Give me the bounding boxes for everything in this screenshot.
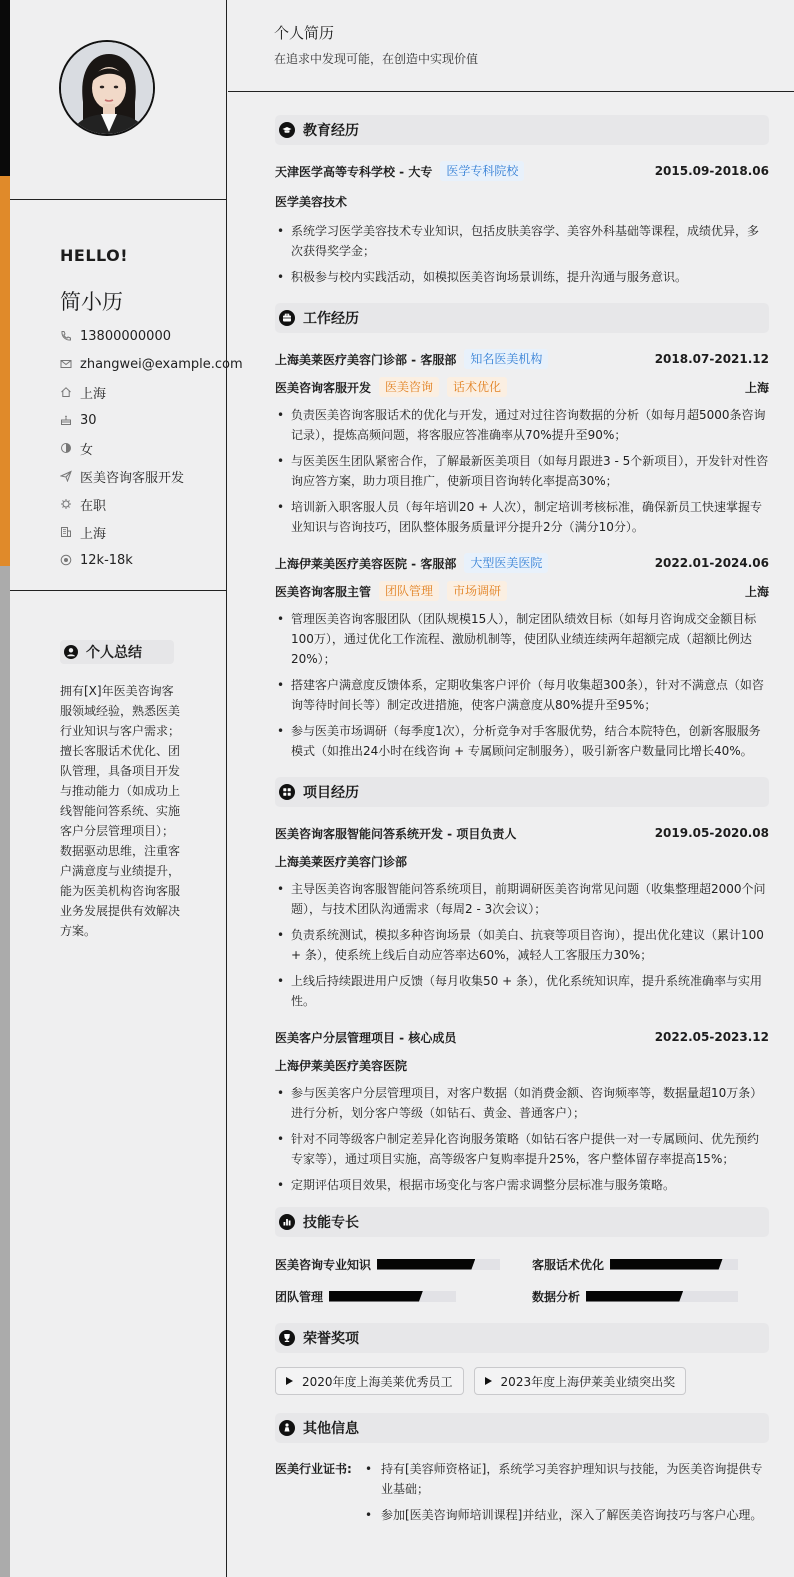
project-entry — [275, 1025, 769, 1195]
summary-heading — [60, 640, 174, 664]
trophy-icon — [279, 1330, 295, 1346]
company-name: 上海伊莱美医疗美容医院 - 客服部 — [275, 556, 457, 571]
project-name: 医美客户分层管理项目 - 核心成员 — [275, 1030, 457, 1045]
project-bullet: • 参与医美客户分层管理项目，对客户数据（如消费金额、咨询频率等，数据量超10万条）进行分析，划分客户等级（如钻石、黄金、普通客户）； — [275, 1083, 769, 1123]
school-name: 天津医学高等专科学校 - 大专 — [275, 164, 433, 179]
work-bullet: • 与医美医生团队紧密合作，了解最新医美项目（如每月跟进3 - 5个新项目），开发针对性咨询应答方案，助力项目推广，使新项目咨询转化率提高30%； — [275, 451, 769, 491]
accent-strip-black — [0, 0, 10, 176]
role-tag: 团队管理 — [379, 581, 439, 601]
skill-bar-fill — [329, 1291, 423, 1302]
certificate-label: 医美行业证书: — [275, 1462, 352, 1476]
other-title: 其他信息 — [303, 1421, 359, 1437]
skills-heading — [275, 1207, 769, 1237]
target-job-text: 医美咨询客服开发 — [80, 470, 185, 486]
project-bullet: • 负责系统测试，模拟多种咨询场景（如美白、抗衰等项目咨询），提出优化建议（累计100 + 条），使系统上线后自动应答率达60%，减轻人工客服压力30%； — [275, 925, 769, 965]
project-bullet: • 上线后持续跟进用户反馈（每月收集50 + 条），优化系统知识库，提升系统准确率与实用性。 — [275, 971, 769, 1011]
person-name: 简小历 — [60, 290, 123, 314]
award-badge — [474, 1367, 687, 1395]
age-text: 30 — [80, 412, 97, 428]
education-bullet: • 积极参与校内实践活动，如模拟医美咨询场景训练，提升沟通与服务意识。 — [275, 267, 769, 287]
project-date: 2022.05-2023.12 — [654, 1030, 769, 1044]
gender-text: 女 — [80, 442, 94, 458]
skill-name: 数据分析 — [532, 1289, 581, 1304]
project-org: 上海美莱医疗美容门诊部 — [275, 854, 408, 869]
cake-icon — [60, 414, 72, 426]
role-tag: 话术优化 — [447, 377, 507, 397]
skill-bar-fill — [610, 1259, 723, 1270]
work-date: 2018.07-2021.12 — [654, 352, 769, 366]
info-age — [60, 406, 243, 434]
skill-item — [532, 1255, 769, 1273]
graduation-cap-icon — [279, 122, 295, 138]
project-bullet: • 主导医美咨询客服智能问答系统项目，前期调研医美咨询常见问题（收集整理超2000个问题），与技术团队沟通需求（每周2 - 3次会议）； — [275, 879, 769, 919]
salary-icon — [60, 554, 72, 566]
contact-info — [60, 322, 243, 574]
main-content — [228, 0, 794, 1577]
other-section — [275, 1413, 769, 1531]
project-org: 上海伊莱美医疗美容医院 — [275, 1058, 408, 1073]
education-title: 教育经历 — [303, 123, 359, 139]
info-home — [60, 378, 243, 406]
work-entry — [275, 551, 769, 761]
work-bullet: • 管理医美咨询客服团队（团队规模15人），制定团队绩效目标（如每月咨询成交金额目标100万），通过优化工作流程、激励机制等，使团队业绩连续两年超额完成（超额比例达20%）； — [275, 609, 769, 669]
other-heading — [275, 1413, 769, 1443]
skill-name: 客服话术优化 — [532, 1257, 605, 1272]
role-tag: 医美咨询 — [379, 377, 439, 397]
major: 医学美容技术 — [275, 194, 348, 209]
award-text: 2023年度上海伊莱美业绩突出奖 — [500, 1374, 676, 1389]
company-tag: 大型医美医院 — [464, 553, 548, 573]
work-bullet: • 培训新入职客服人员（每年培训20 + 人次），制定培训考核标准，确保新员工快速掌握专业知识与咨询技巧，团队整体服务质量评分提升2分（满分10分）。 — [275, 497, 769, 537]
skill-name: 医美咨询专业知识 — [275, 1257, 372, 1272]
education-section — [275, 115, 769, 287]
work-section — [275, 303, 769, 761]
awards-section — [275, 1323, 769, 1395]
mail-icon — [60, 358, 72, 370]
work-date: 2022.01-2024.06 — [654, 556, 769, 570]
work-city: 上海 — [744, 380, 769, 395]
resume-title: 个人简历 — [274, 24, 335, 42]
job-role: 医美咨询客服主管 — [275, 584, 372, 599]
project-bullet: • 针对不同等级客户制定差异化咨询服务策略（如钻石客户提供一对一专属顾问、优先预约专家等），通过项目实施，高等级客户复购率提升25%，客户整体留存率提高15%； — [275, 1129, 769, 1169]
education-date: 2015.09-2018.06 — [654, 164, 769, 178]
header-divider — [228, 91, 794, 92]
certificate-bullet: • 持有[美容师资格证]，系统学习美容护理知识与技能，为医美咨询提供专业基础； — [355, 1459, 769, 1499]
briefcase-icon — [279, 310, 295, 326]
send-icon — [60, 470, 72, 482]
skill-bar — [329, 1291, 456, 1302]
education-heading — [275, 115, 769, 145]
avatar — [59, 40, 155, 136]
skill-item — [275, 1287, 512, 1305]
project-entry — [275, 821, 769, 1011]
projects-title: 项目经历 — [303, 785, 359, 801]
work-title: 工作经历 — [303, 311, 359, 327]
work-bullet: • 负责医美咨询客服话术的优化与开发，通过对过往咨询数据的分析（如每月超5000条咨询记录），提炼高频问题，将客服应答准确率从70%提升至90%； — [275, 405, 769, 445]
certificate-bullet: • 参加[医美咨询师培训课程]并结业，深入了解医美咨询技巧与客户心理。 — [355, 1505, 769, 1525]
hello-heading: HELLO! — [60, 246, 129, 265]
work-entry — [275, 347, 769, 537]
skill-bar-fill — [377, 1259, 475, 1270]
award-text: 2020年度上海美莱优秀员工 — [302, 1374, 453, 1389]
work-bullet: • 搭建客户满意度反馈体系，定期收集客户评价（每月收集超300条），针对不满意点（如咨询等待时间长等）制定改进措施，使客户满意度从80%提升至95%； — [275, 675, 769, 715]
info-status — [60, 490, 243, 518]
skill-name: 团队管理 — [275, 1289, 324, 1304]
awards-heading — [275, 1323, 769, 1353]
info-salary — [60, 546, 243, 574]
status-text: 在职 — [80, 498, 107, 514]
job-role: 医美咨询客服开发 — [275, 380, 372, 395]
phone-text: 13800000000 — [80, 328, 171, 344]
info-target-job — [60, 462, 243, 490]
awards-title: 荣誉奖项 — [303, 1331, 359, 1347]
award-badge — [275, 1367, 464, 1395]
bar-chart-icon — [279, 1214, 295, 1230]
info-work-city — [60, 518, 243, 546]
user-icon — [64, 645, 78, 659]
work-bullet: • 参与医美市场调研（每季度1次），分析竞争对手客服优势，结合本院特色，创新客服服务模式（如推出24小时在线咨询 + 专属顾问定制服务），吸引新客户数量同比增长40%。 — [275, 721, 769, 761]
accent-strip-orange — [0, 176, 10, 566]
sidebar — [0, 0, 243, 1577]
project-name: 医美咨询客服智能问答系统开发 - 项目负责人 — [275, 826, 517, 841]
building-icon — [60, 526, 72, 538]
info-gender — [60, 434, 243, 462]
info-email — [60, 350, 243, 378]
skill-item — [532, 1287, 769, 1305]
education-bullet: • 系统学习医学美容技术专业知识，包括皮肤美容学、美容外科基础等课程，成绩优异，多次获得奖学金； — [275, 221, 769, 261]
divider — [10, 199, 227, 200]
work-city: 上海 — [744, 584, 769, 599]
skill-bar — [377, 1259, 500, 1270]
salary-text: 12k-18k — [80, 552, 133, 568]
education-entry — [275, 159, 769, 287]
home-icon — [60, 386, 72, 398]
work-city-text: 上海 — [80, 526, 107, 542]
skill-item — [275, 1255, 512, 1273]
email-text: zhangwei@example.com — [80, 356, 243, 372]
gender-icon — [60, 442, 72, 454]
phone-icon — [60, 330, 72, 342]
project-bullet: • 定期评估项目效果，根据市场变化与客户需求调整分层标准与服务策略。 — [275, 1175, 769, 1195]
projects-section — [275, 777, 769, 1195]
summary-text: 拥有[X]年医美咨询客服领域经验，熟悉医美行业知识与客户需求； 擅长客服话术优化、团队管理，具备项目开发与推动能力（如成功上线智能问答系统、实施客户分层管理项目）； 数据驱动思维，注重客户满意度与业绩提升，能为医美机构咨询客服业务发展提供有效解决方案。 — [60, 684, 181, 938]
home-text: 上海 — [80, 386, 107, 402]
grid-icon — [279, 784, 295, 800]
company-name: 上海美莱医疗美容门诊部 - 客服部 — [275, 352, 457, 367]
info-phone — [60, 322, 243, 350]
school-tag: 医学专科院校 — [440, 161, 524, 181]
divider — [10, 590, 227, 591]
projects-heading — [275, 777, 769, 807]
skills-title: 技能专长 — [303, 1215, 359, 1231]
status-icon — [60, 498, 72, 510]
summary-title: 个人总结 — [86, 645, 142, 661]
play-icon — [286, 1377, 293, 1385]
work-heading — [275, 303, 769, 333]
project-date: 2019.05-2020.08 — [654, 826, 769, 840]
skill-bar — [610, 1259, 738, 1270]
skills-section — [275, 1207, 769, 1305]
company-tag: 知名医美机构 — [464, 349, 548, 369]
accent-strip-gray — [0, 566, 10, 1577]
resume-motto: 在追求中发现可能，在创造中实现价值 — [274, 52, 479, 66]
people-icon — [279, 1420, 295, 1436]
role-tag: 市场调研 — [447, 581, 507, 601]
skill-bar-fill — [586, 1291, 683, 1302]
skill-bar — [586, 1291, 738, 1302]
play-icon — [485, 1377, 492, 1385]
